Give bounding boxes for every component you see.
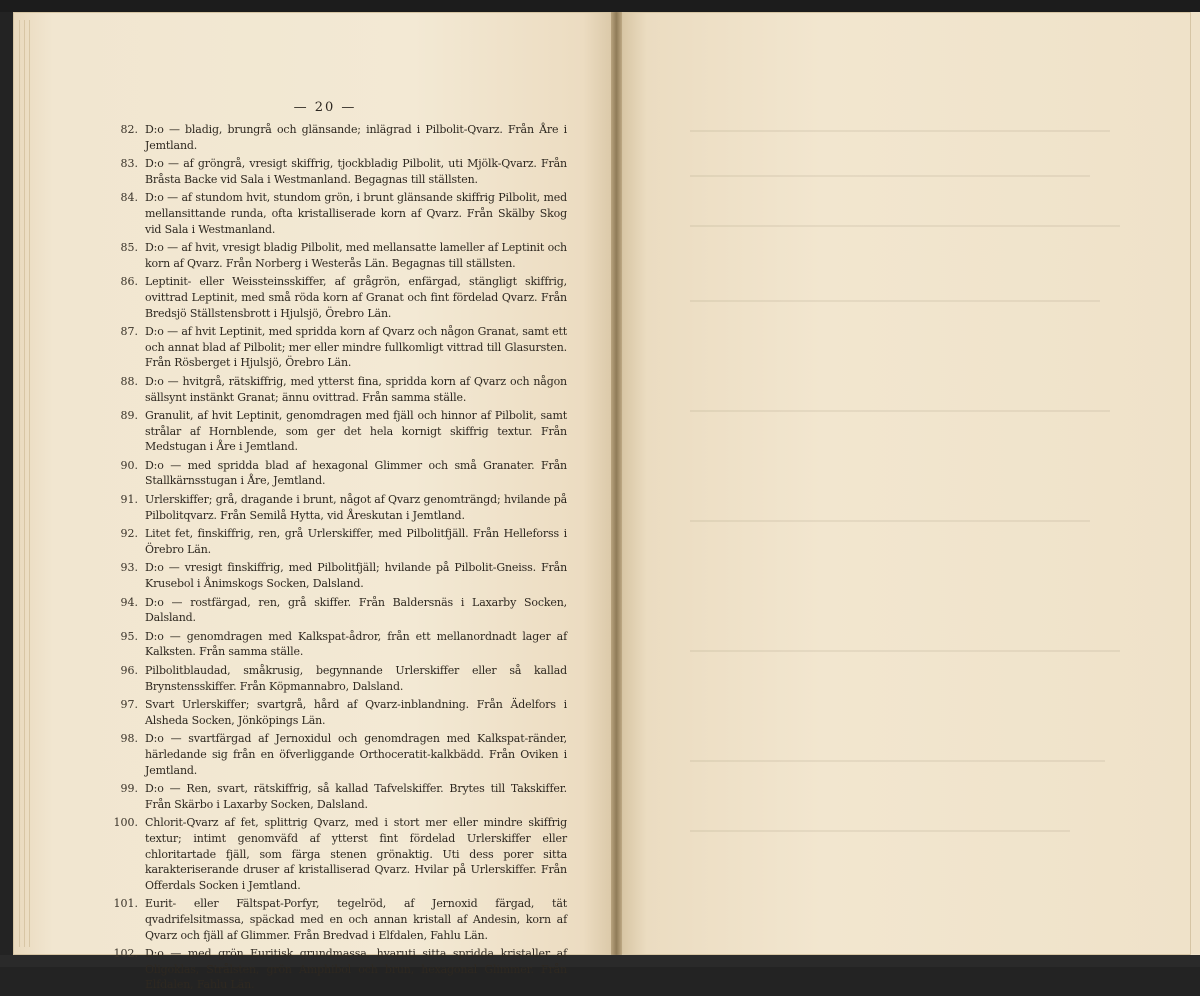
catalogue-entry bbox=[112, 190, 567, 237]
entry-text: Chlorit-Qvarz af fet, splittrig Qvarz, med i stort mer eller mindre skiffrig textur; intimt genomväfd af ytterst fint fördelad Urlerskiffer eller chloritartade fjäll, som färga stenen grönaktig. Uti dess porer sitta karakteriserande druser af kristalliserad Qvarz. Hvilar på Urlerskiffer. Från Offerdals Socken i Jemtland. bbox=[145, 816, 567, 892]
entry-text: D:o — genomdragen med Kalkspat-ådror, från ett mellanordnadt lager af Kalksten. Från samma ställe. bbox=[145, 629, 567, 659]
entry-number: 92. bbox=[120, 527, 138, 541]
entry-number: 95. bbox=[120, 629, 138, 643]
catalogue-entry bbox=[112, 408, 567, 455]
entry-number: 97. bbox=[120, 698, 138, 712]
catalogue-entry bbox=[112, 896, 567, 943]
entry-number: 87. bbox=[120, 325, 138, 339]
entry-number: 101. bbox=[113, 897, 138, 911]
entry-number: 98. bbox=[120, 732, 138, 746]
right-page-blank bbox=[622, 12, 1191, 955]
bleed-through-line bbox=[690, 760, 1105, 762]
catalogue-entry bbox=[112, 629, 567, 660]
catalogue-entry bbox=[112, 731, 567, 778]
entry-number: 99. bbox=[120, 782, 138, 796]
entry-number: 100. bbox=[113, 816, 138, 830]
catalogue-entry bbox=[112, 815, 567, 893]
catalogue-entry bbox=[112, 663, 567, 694]
entry-number: 94. bbox=[120, 595, 138, 609]
entry-number: 102. bbox=[113, 947, 138, 961]
entry-number: 88. bbox=[120, 374, 138, 388]
entry-number: 86. bbox=[120, 275, 138, 289]
bleed-through-line bbox=[690, 300, 1100, 302]
entry-text: D:o — med grön Euritisk grundmassa, hvaruti sitta spridda kristaller af Oligoklas, Strålsten, grön Amphibol och brun, hexagonal Glimmer. Från Elfdalen, Fahlu Län. bbox=[145, 947, 567, 992]
entry-text: Granulit, af hvit Leptinit, genomdragen med fjäll och hinnor af Pilbolit, samt strålar af Hornblende, som ger det hela kornigt skiffrig textur. Från Medstugan i Åre i Jemtland. bbox=[145, 409, 567, 454]
catalogue-entry bbox=[112, 156, 567, 187]
entry-text: Litet fet, finskiffrig, ren, grå Urlerskiffer, med Pilbolitfjäll. Från Helleforss i Örebro Län. bbox=[145, 527, 567, 556]
catalogue-entry bbox=[112, 374, 567, 405]
page-number: — 20 — bbox=[293, 100, 357, 115]
catalogue-entry bbox=[112, 526, 567, 557]
catalogue-entry bbox=[112, 324, 567, 371]
entry-text: D:o — af hvit, vresigt bladig Pilbolit, med mellansatte lameller af Leptinit och korn af Qvarz. Från Norberg i Westerås Län. Begagnas till ställsten. bbox=[145, 241, 567, 270]
scan-background-top bbox=[0, 0, 1200, 12]
bleed-through-line bbox=[690, 410, 1110, 412]
catalogue-entry bbox=[112, 946, 567, 993]
page-edge-line bbox=[24, 20, 25, 947]
page-edge-line bbox=[19, 20, 20, 947]
entry-text: D:o — bladig, brungrå och glänsande; inlägrad i Pilbolit-Qvarz. Från Åre i Jemtland. bbox=[145, 123, 567, 152]
catalogue-entry bbox=[112, 458, 567, 489]
catalogue-entry bbox=[112, 122, 567, 153]
catalogue-entry bbox=[112, 560, 567, 591]
entry-text: Eurit- eller Fältspat-Porfyr, tegelröd, af Jernoxid färgad, tät qvadrifelsitmassa, späckad med en och annan kristall af Andesin, korn af Qvarz och fjäll af Glimmer. Från Bredvad i Elfdalen, Fahlu Län. bbox=[145, 897, 567, 942]
entry-text: Svart Urlerskiffer; svartgrå, hård af Qvarz-inblandning. Från Ädelfors i Alsheda Socken, Jönköpings Län. bbox=[145, 698, 567, 727]
bleed-through-line bbox=[690, 520, 1090, 522]
bleed-through-line bbox=[690, 225, 1120, 227]
entry-number: 90. bbox=[120, 458, 138, 472]
entry-text: D:o — hvitgrå, rätskiffrig, med ytterst fina, spridda korn af Qvarz och någon sällsynt instänkt Granat; ännu ovittrad. Från samma ställe. bbox=[145, 374, 567, 404]
entry-number: 89. bbox=[120, 409, 138, 423]
entry-number: 84. bbox=[120, 191, 138, 205]
catalogue-entry bbox=[112, 781, 567, 812]
catalogue-entry bbox=[112, 492, 567, 523]
catalogue-entry bbox=[112, 697, 567, 728]
entry-text: Pilbolitblaudad, småkrusig, begynnande Urlerskiffer eller så kallad Brynstensskiffer. Från Köpmannabro, Dalsland. bbox=[145, 664, 567, 693]
entry-text: D:o — af hvit Leptinit, med spridda korn af Qvarz och någon Granat, samt ett och annat blad af Pilbolit; mer eller mindre fullkomligt vittrad till Glasursten. Från Rösberget i Hjulsjö, Örebro Län. bbox=[145, 325, 567, 370]
entry-text: D:o — svartfärgad af Jernoxidul och genomdragen med Kalkspat-ränder, härledande sig från en öfverliggande Orthoceratit-kalkbädd. Från Oviken i Jemtland. bbox=[145, 732, 567, 777]
bleed-through-line bbox=[690, 130, 1110, 132]
entry-text: Leptinit- eller Weissteinsskiffer, af grågrön, enfärgad, stängligt skiffrig, ovittrad Leptinit, med små röda korn af Granat och fint fördelad Qvarz. Från Bredsjö Ställstensbrott i Hjulsjö, Örebro Län. bbox=[145, 275, 567, 320]
entry-text: D:o — rostfärgad, ren, grå skiffer. Från Baldersnäs i Laxarby Socken, Dalsland. bbox=[145, 595, 567, 625]
entry-number: 83. bbox=[120, 157, 138, 171]
entry-text: D:o — af stundom hvit, stundom grön, i brunt glänsande skiffrig Pilbolit, med mellansittande runda, ofta kristalliserade korn af Qvarz. Från Skälby Skog vid Sala i Westmanland. bbox=[145, 191, 567, 236]
page-edge-line bbox=[29, 20, 30, 947]
catalogue-entry bbox=[112, 240, 567, 271]
entry-text: D:o — af gröngrå, vresigt skiffrig, tjockbladig Pilbolit, uti Mjölk-Qvarz. Från Bråsta Backe vid Sala i Westmanland. Begagnas till ställsten. bbox=[145, 157, 567, 186]
entry-number: 85. bbox=[120, 241, 138, 255]
bleed-through-line bbox=[690, 650, 1120, 652]
catalogue-entry bbox=[112, 595, 567, 626]
entry-number: 93. bbox=[120, 561, 138, 575]
bleed-through-line bbox=[690, 175, 1090, 177]
entry-number: 91. bbox=[120, 493, 138, 507]
entry-number: 96. bbox=[120, 664, 138, 677]
entry-number: 82. bbox=[120, 123, 138, 136]
entry-text: D:o — vresigt finskiffrig, med Pilbolitfjäll; hvilande på Pilbolit-Gneiss. Från Krusebol i Ånimskogs Socken, Dalsland. bbox=[145, 561, 567, 591]
catalogue-entries bbox=[112, 122, 567, 996]
entry-text: Urlerskiffer; grå, dragande i brunt, något af Qvarz genomträngd; hvilande på Pilbolitqvarz. Från Semilå Hytta, vid Åreskutan i Jemtland. bbox=[145, 493, 567, 522]
entry-text: D:o — med spridda blad af hexagonal Glimmer och små Granater. Från Stallkärnsstugan i Åre, Jemtland. bbox=[145, 458, 567, 488]
bleed-through-line bbox=[690, 830, 1070, 832]
catalogue-entry bbox=[112, 274, 567, 321]
entry-text: D:o — Ren, svart, rätskiffrig, så kallad Tafvelskiffer. Brytes till Takskiffer. Från Skärbo i Laxarby Socken, Dalsland. bbox=[145, 782, 567, 811]
